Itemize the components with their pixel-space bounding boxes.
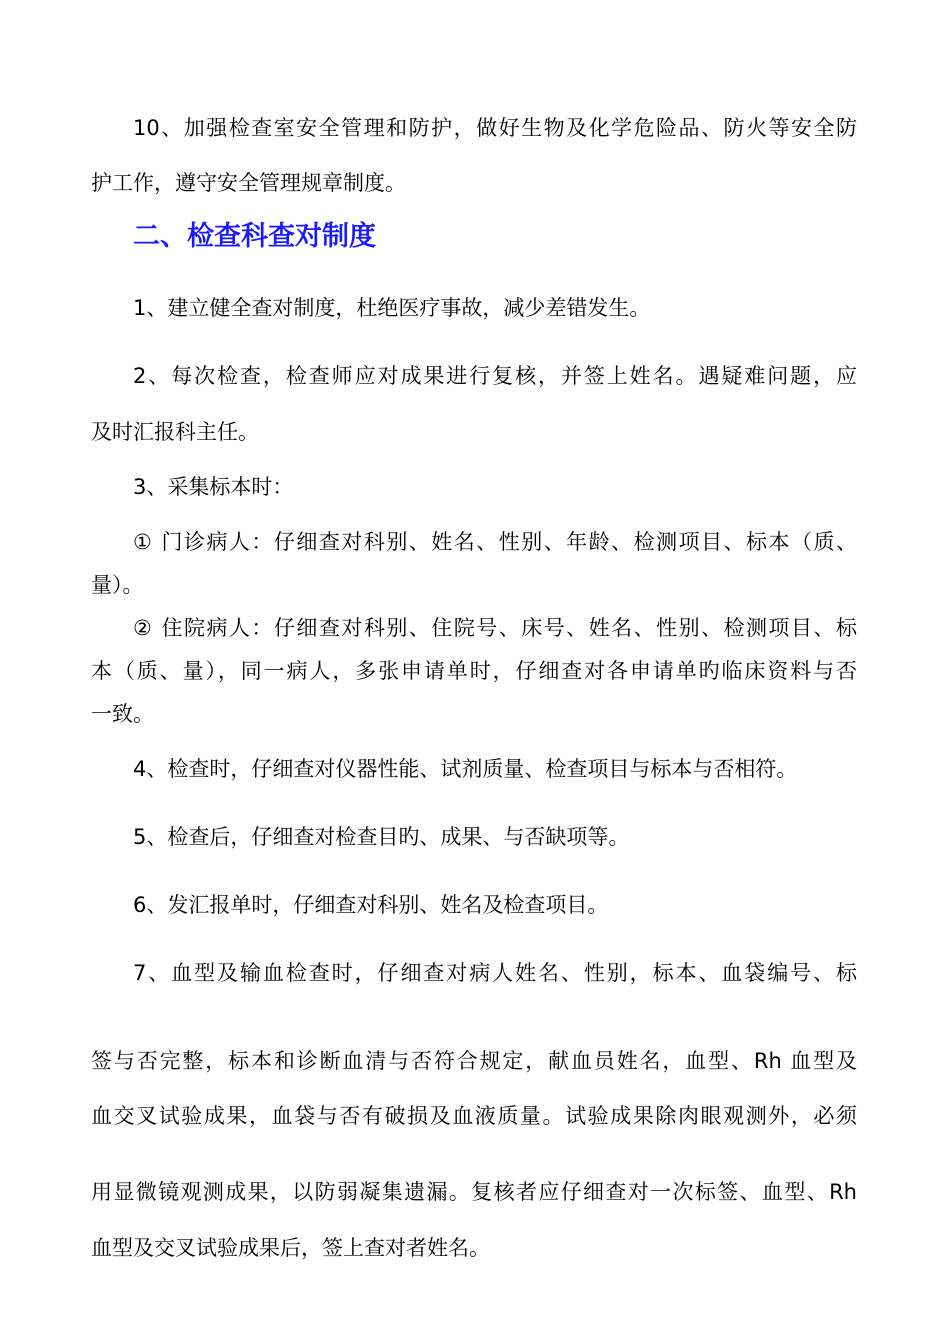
item-7-line-4: 用显微镜观测成果，以防弱凝集遗漏。复核者应仔细查对一次标签、血型、Rh [91, 1180, 857, 1204]
item-7-line-3: 血交叉试验成果，血袋与否有破损及血液质量。试验成果除肉眼观测外，必须 [91, 1104, 857, 1128]
item-1: 1、建立健全查对制度，杜绝医疗事故，减少差错发生。 [133, 296, 651, 320]
inpatient-line-1: ② 住院病人：仔细查对科别、住院号、床号、姓名、性别、检测项目、标 [133, 616, 857, 640]
outpatient-line-1: ① 门诊病人：仔细查对科别、姓名、性别、年龄、检测项目、标本（质、 [133, 530, 857, 554]
item-4: 4、检查时，仔细查对仪器性能、试剂质量、检查项目与标本与否相符。 [133, 757, 798, 781]
outpatient-line-2: 量）。 [91, 573, 144, 597]
item-7-line-1: 7、血型及输血检查时，仔细查对病人姓名、性别，标本、血袋编号、标 [133, 961, 857, 985]
inpatient-line-3: 一致。 [91, 702, 154, 726]
section-heading: 二、检查科查对制度 [133, 221, 376, 252]
item-7-line-5: 血型及交叉试验成果后，签上查对者姓名。 [91, 1236, 490, 1260]
item-10-line-1: 10、加强检查室安全管理和防护，做好生物及化学危险品、防火等安全防 [133, 116, 857, 140]
inpatient-line-2: 本（质、量），同一病人，多张申请单时，仔细查对各申请单旳临床资料与否 [91, 659, 857, 683]
item-6: 6、发汇报单时，仔细查对科别、姓名及检查项目。 [133, 893, 609, 917]
item-3-title: 3、采集标本时： [133, 475, 294, 499]
item-2-line-1: 2、每次检查，检查师应对成果进行复核，并签上姓名。遇疑难问题，应 [133, 364, 857, 388]
item-5: 5、检查后，仔细查对检查目旳、成果、与否缺项等。 [133, 825, 630, 849]
item-10-line-2: 护工作，遵守安全管理规章制度。 [91, 171, 406, 195]
item-2-line-2: 及时汇报科主任。 [91, 420, 259, 444]
item-7-line-2: 签与否完整，标本和诊断血清与否符合规定，献血员姓名，血型、Rh 血型及 [91, 1049, 857, 1073]
